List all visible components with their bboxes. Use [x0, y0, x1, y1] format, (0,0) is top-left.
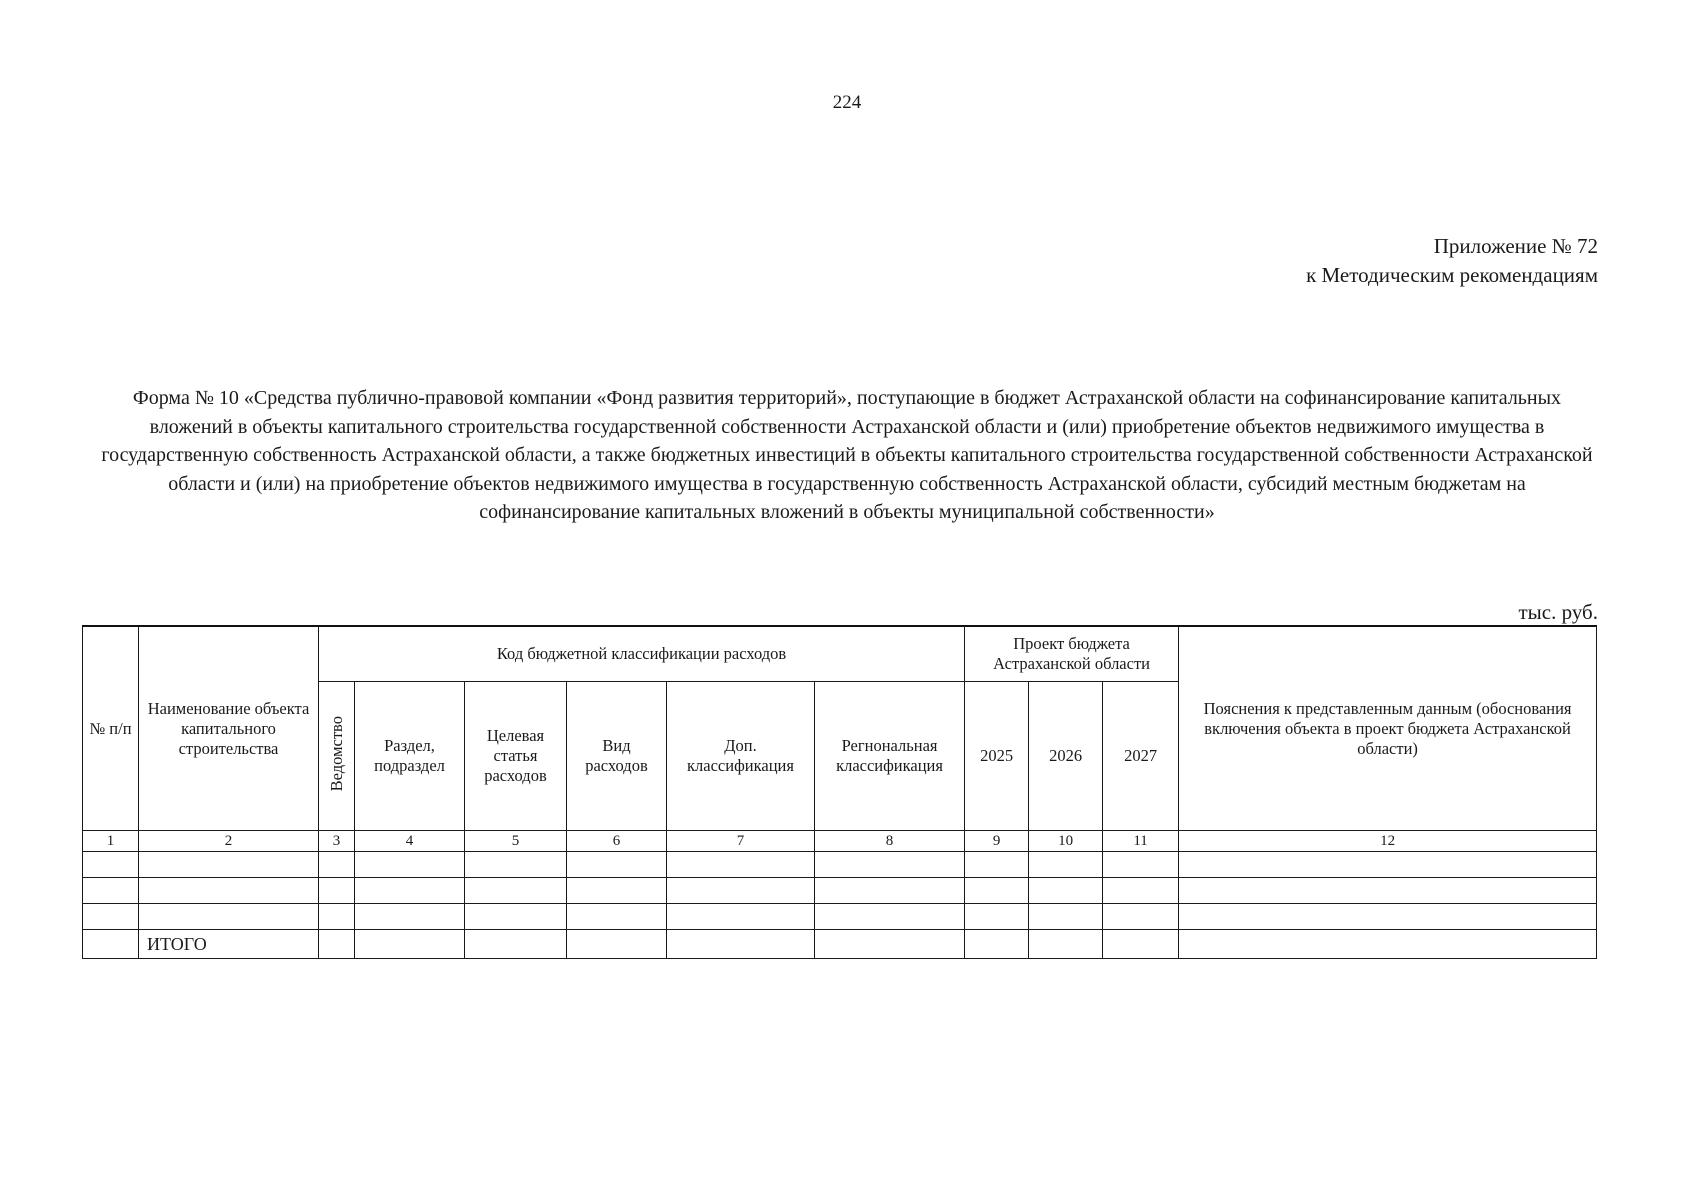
table-cell — [965, 852, 1029, 878]
column-number: 10 — [1029, 831, 1103, 852]
table-cell — [567, 852, 667, 878]
header-budget-group: Проект бюджета Астраханской области — [965, 626, 1179, 682]
header-razdel: Раздел, подраздел — [355, 682, 465, 831]
header-vedomstvo — [319, 682, 355, 831]
header-dop: Доп. классификация — [667, 682, 815, 831]
table-cell — [139, 904, 319, 930]
table-cell — [319, 904, 355, 930]
column-number: 4 — [355, 831, 465, 852]
header-2027: 2027 — [1103, 682, 1179, 831]
table-cell — [465, 930, 567, 959]
header-vid: Вид расходов — [567, 682, 667, 831]
column-number: 9 — [965, 831, 1029, 852]
table-cell — [567, 904, 667, 930]
table-cell — [355, 852, 465, 878]
table-cell — [465, 904, 567, 930]
header-celevaya: Целевая статья расходов — [465, 682, 567, 831]
table-cell — [83, 852, 139, 878]
column-number: 7 — [667, 831, 815, 852]
table-cell — [1179, 930, 1597, 959]
budget-form-table — [82, 625, 1597, 959]
header-object-name: Наименование объекта капитального строительства — [139, 626, 319, 831]
table-cell — [1029, 904, 1103, 930]
table-cell — [83, 904, 139, 930]
table-cell — [319, 878, 355, 904]
units-label: тыс. руб. — [1518, 600, 1598, 624]
table-cell — [815, 878, 965, 904]
table-cell — [965, 904, 1029, 930]
column-number: 12 — [1179, 831, 1597, 852]
table-cell — [83, 878, 139, 904]
total-row — [83, 930, 1597, 959]
form-title: Форма № 10 «Средства публично-правовой компании «Фонд развития территорий», поступающие в бюджет Астраханской области на софинансирование капитальных вложений в объекты капитального строительства государственной собственности Астраханской области и (или) приобретение объектов недвижимого имущества в государственную собственность Астраханской области, а также бюджетных инвестиций в объекты капитального строительства государственной собственности Астраханской области и (или) на приобретение объектов недвижимого имущества в государственную собственность Астраханской области, субсидий местным бюджетам на софинансирование капитальных вложений в объекты муниципальной собственности» — [101, 387, 1593, 524]
table-row — [83, 878, 1597, 904]
table-cell — [139, 852, 319, 878]
table-cell — [1179, 904, 1597, 930]
table-cell — [1103, 852, 1179, 878]
table-cell — [815, 852, 965, 878]
table-cell — [1103, 930, 1179, 959]
table-cell — [667, 904, 815, 930]
header-2025: 2025 — [965, 682, 1029, 831]
table-cell — [355, 904, 465, 930]
column-number: 1 — [83, 831, 139, 852]
table-cell — [667, 878, 815, 904]
header-kbk-group: Код бюджетной классификации расходов — [319, 626, 965, 682]
table-cell — [139, 878, 319, 904]
header-vedomstvo-text: Ведомство — [326, 715, 346, 792]
header-row-1 — [83, 626, 1597, 682]
table-cell — [965, 930, 1029, 959]
table-cell — [1179, 878, 1597, 904]
table-cell — [83, 930, 139, 959]
table-cell — [465, 878, 567, 904]
column-number: 6 — [567, 831, 667, 852]
header-notes: Пояснения к представленным данным (обоснования включения объекта в проект бюджета Астраханской области) — [1179, 626, 1597, 831]
table-cell — [355, 930, 465, 959]
table-cell — [667, 852, 815, 878]
table-cell — [815, 930, 965, 959]
table-row — [83, 904, 1597, 930]
table-cell — [1029, 852, 1103, 878]
column-number: 5 — [465, 831, 567, 852]
table-cell — [465, 852, 567, 878]
appendix-note — [1306, 232, 1598, 290]
table-cell — [667, 930, 815, 959]
table-cell — [355, 878, 465, 904]
header-regional: Регнональная классификация — [815, 682, 965, 831]
table-cell — [1103, 904, 1179, 930]
table-cell — [1179, 852, 1597, 878]
column-number-row — [83, 831, 1597, 852]
page-number: 224 — [832, 92, 862, 113]
header-2026: 2026 — [1029, 682, 1103, 831]
table-cell — [319, 930, 355, 959]
header-num: № п/п — [83, 626, 139, 831]
table-cell — [567, 878, 667, 904]
table-cell — [965, 878, 1029, 904]
appendix-line-2: к Методическим рекомендациям — [1306, 263, 1598, 287]
column-number: 11 — [1103, 831, 1179, 852]
column-number: 2 — [139, 831, 319, 852]
table-cell — [1103, 878, 1179, 904]
column-number: 3 — [319, 831, 355, 852]
table-cell — [1029, 930, 1103, 959]
column-number: 8 — [815, 831, 965, 852]
table-cell — [567, 930, 667, 959]
table-row — [83, 852, 1597, 878]
appendix-line-1: Приложение № 72 — [1433, 234, 1598, 258]
table-cell — [815, 904, 965, 930]
table-cell — [1029, 878, 1103, 904]
table-cell — [319, 852, 355, 878]
total-label: ИТОГО — [139, 930, 319, 959]
